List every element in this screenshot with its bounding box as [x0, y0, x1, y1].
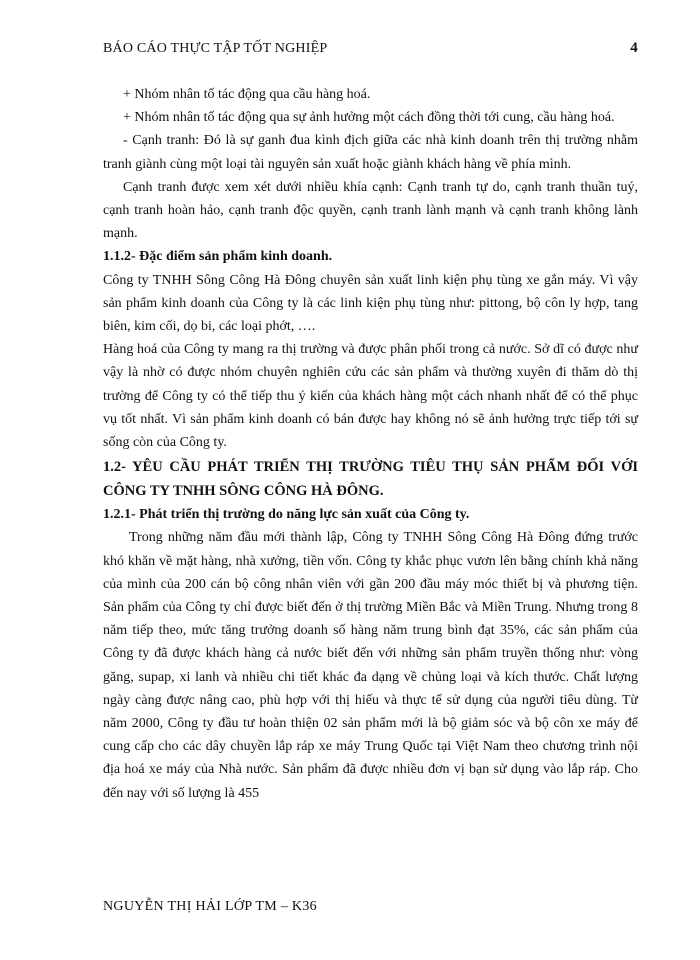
page-number: 4 [630, 40, 638, 56]
page-footer: NGUYỄN THỊ HẢI LỚP TM – K36 [103, 899, 317, 914]
paragraph-market-development: Trong những năm đầu mới thành lập, Công ty TNHH Sông Công Hà Đông đứng trước khó khăn về mặt hàng, nhà xưởng, tiền vốn. Công ty khắc phục vươn lên bằng chính khả năng của mình của 200 cán bộ công nhân viên với gần 200 đầu máy móc thiết bị và phương tiện. Sản phẩm của Công ty chỉ được biết đến ở thị trường Miền Bắc và Miền Trung. Nhưng trong 8 năm tiếp theo, mức tăng trưởng doanh số hàng năm trung bình đạt 35%, các sản phẩm của Công ty đã được khách hàng cả nước biết đến với những sản phẩm truyền thống như: vòng găng, supap, xi lanh và nhiều chi tiết khác đa dạng về chủng loại và kích thước. Chất lượng ngày càng được nâng cao, phù hợp với thị hiếu và thực tế sử dụng của người tiêu dùng. Từ năm 2000, Công ty đầu tư hoàn thiện 02 sản phẩm mới là bộ giảm sóc và bộ côn xe máy để cung cấp cho các dây chuyền lắp ráp xe máy Trung Quốc tại Việt Nam theo chương trình nội địa hoá xe máy của Nhà nước. Sản phẩm đã được nhiều đơn vị bạn sử dụng vào lắp ráp. Cho đến nay với số lượng là 455 [103, 530, 638, 801]
heading-1-1-2: 1.1.2- Đặc điểm sản phẩm kinh doanh. [103, 249, 333, 265]
heading-1-2-1: 1.2.1- Phát triển thị trường do năng lực sản xuất của Công ty. [103, 507, 470, 523]
bullet-supply-demand-factors: + Nhóm nhân tố tác động qua sự ảnh hưởng một cách đồng thời tới cung, cầu hàng hoá. [123, 110, 615, 126]
bullet-demand-factors: + Nhóm nhân tố tác động qua cầu hàng hoá. [123, 87, 371, 102]
header-title: BÁO CÁO THỰC TẬP TỐT NGHIỆP [103, 41, 328, 56]
paragraph-competition-types: Cạnh tranh được xem xét dưới nhiều khía cạnh: Cạnh tranh tự do, cạnh tranh thuần tuý, cạnh tranh hoàn hảo, cạnh tranh độc quyền, cạnh tranh lành mạnh và cạnh tranh không lành mạnh. [103, 179, 638, 242]
paragraph-distribution: Hàng hoá của Công ty mang ra thị trường và được phân phối trong cả nước. Sở dĩ có được như vậy là nhờ có được nhóm chuyên nghiên cứu các sản phẩm và thường xuyên đi thăm dò thị trường để Công ty có thể tiếp thu ý kiến của khách hàng một cách nhanh nhất để có thể phục vụ tốt nhất. Vì sản phẩm kinh doanh có bán được hay không nó sẽ ảnh hưởng trực tiếp tới sự sống còn của Công ty. [103, 342, 638, 451]
page-header [103, 40, 638, 57]
document-body [103, 83, 638, 805]
paragraph-product-description: Công ty TNHH Sông Công Hà Đông chuyên sản xuất linh kiện phụ tùng xe gắn máy. Vì vậy sản phẩm kinh doanh của Công ty là các linh kiện phụ tùng như: pittong, bộ côn ly hợp, tang biên, kim cối, dọ bi, các loại phớt, …. [103, 272, 638, 335]
heading-1-2: 1.2- YÊU CẦU PHÁT TRIỂN THỊ TRƯỜNG TIÊU THỤ SẢN PHẨM ĐỐI VỚI CÔNG TY TNHH SÔNG CÔNG HÀ ĐÔNG. [103, 459, 638, 500]
paragraph-competition-definition: - Cạnh tranh: Đó là sự ganh đua kình địch giữa các nhà kinh doanh trên thị trường nhằm tranh giành cùng một loại tài nguyên sản xuất hoặc giành khách hàng về phía mình. [103, 133, 638, 172]
